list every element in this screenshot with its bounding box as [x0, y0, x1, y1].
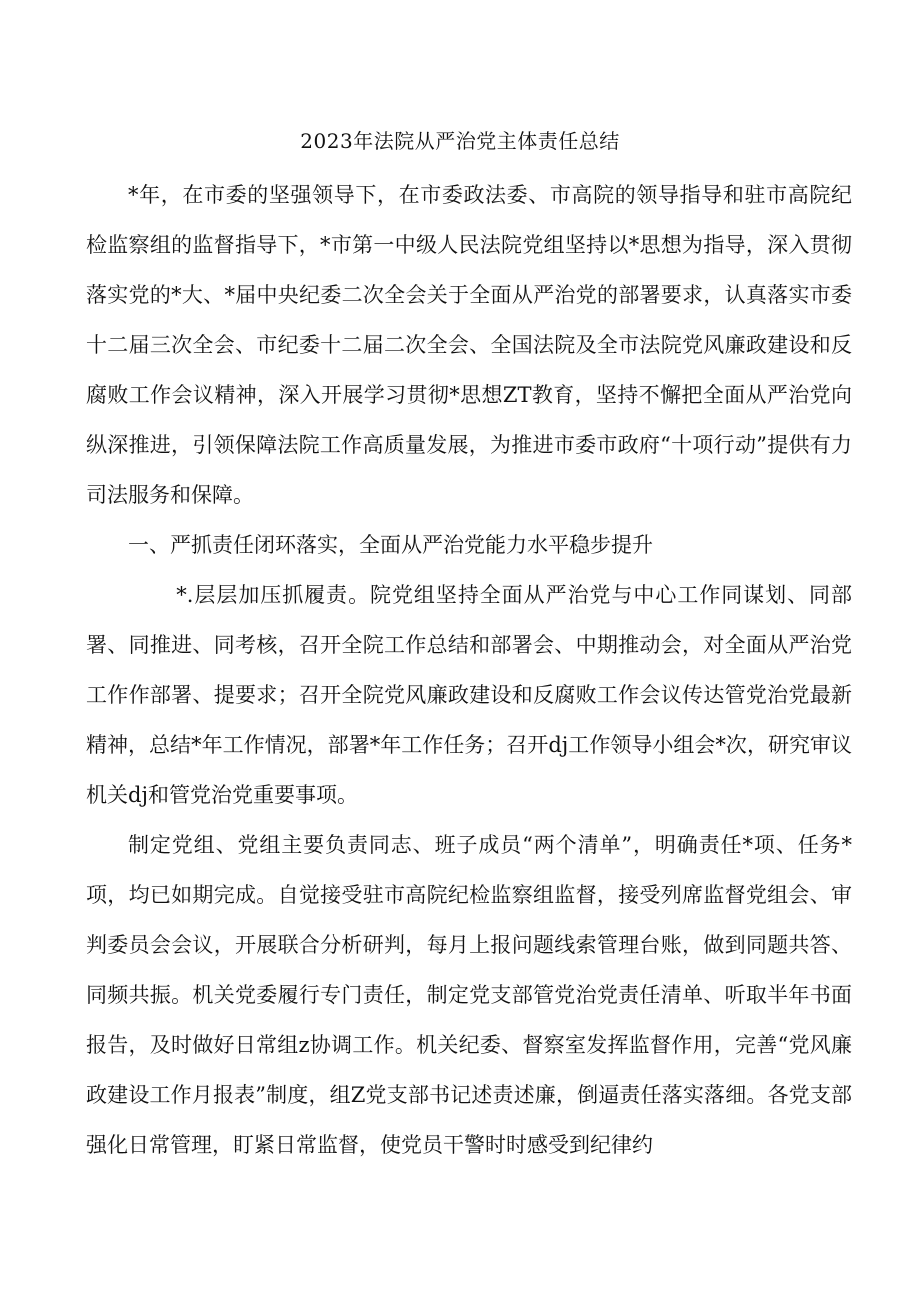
paragraph-intro: *年，在市委的坚强领导下，在市委政法委、市高院的领导指导和驻市高院纪检监察组的监督指导下，*市第一中级人民法院党组坚持以*思想为指导，深入贯彻落实党的*大、*届中央纪委二次全会关于全面从严治党的部署要求，认真落实市委十二届三次全会、市纪委十二届二次全会、全国法院及全市法院党风廉政建设和反腐败工作会议精神，深入开展学习贯彻*思想ZT教育，坚持不懈把全面从严治党向纵深推进，引领保障法院工作高质量发展，为推进市委市政府“十项行动”提供有力司法服务和保障。	[86, 183, 852, 507]
document-title: 2023年法院从严治党主体责任总结	[300, 129, 620, 153]
section-heading-1: 一、严抓责任闭环落实，全面从严治党能力水平稳步提升	[128, 533, 653, 557]
paragraph-two-lists: 制定党组、党组主要负责同志、班子成员“两个清单”，明确责任*项、任务*项，均已如期完成。自觉接受驻市高院纪检监察组监督，接受列席监督党组会、审判委员会会议，开展联合分析研判，每月上报问题线索管理台账，做到同题共答、同频共振。机关党委履行专门责任，制定党支部管党治党责任清单、听取半年书面报告，及时做好日常组z协调工作。机关纪委、督察室发挥监督作用，完善“党风廉政建设工作月报表”制度，组Z党支部书记述责述廉，倒逼责任落实落细。各党支部强化日常管理，盯紧日常监督，使党员干警时时感受到纪律约	[86, 833, 852, 1157]
paragraph-responsibility: *.层层加压抓履责。院党组坚持全面从严治党与中心工作同谋划、同部署、同推进、同考核，召开全院工作总结和部署会、中期推动会，对全面从严治党工作作部署、提要求；召开全院党风廉政建设和反腐败工作会议传达管党治党最新精神，总结*年工作情况，部署*年工作任务；召开dj工作领导小组会*次，研究审议机关dj和管党治党重要事项。	[86, 583, 852, 807]
